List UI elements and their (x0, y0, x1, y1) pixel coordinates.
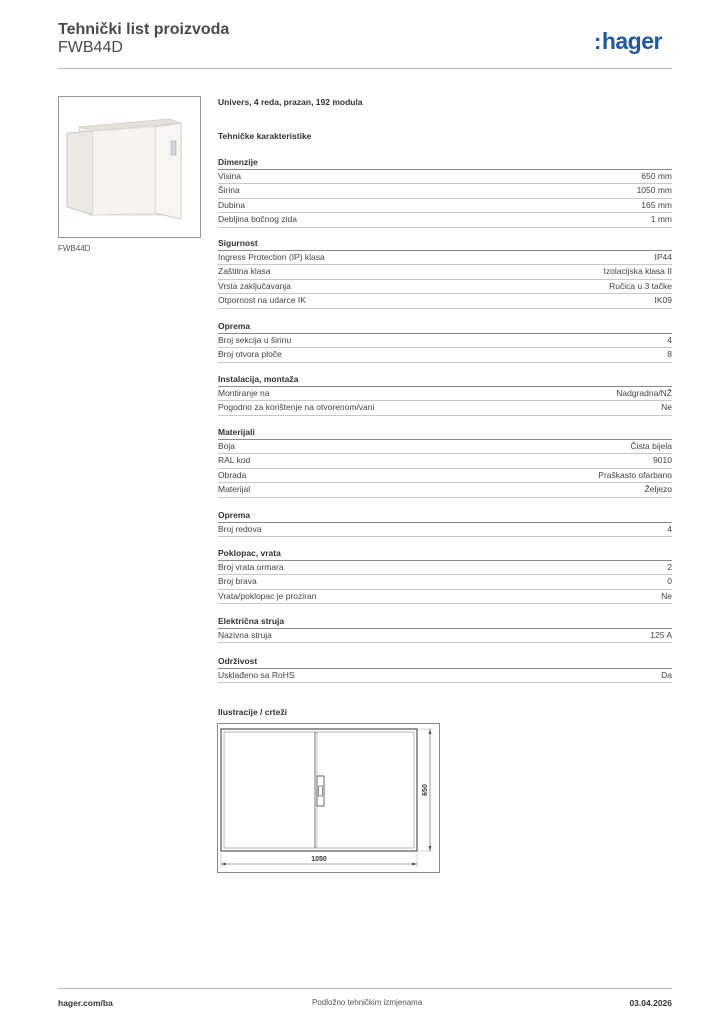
spec-row (218, 589, 672, 603)
spec-row (218, 212, 672, 226)
section-divider (218, 227, 672, 228)
spec-label: Nazivna struja (218, 630, 272, 640)
spec-value: 9010 (653, 455, 672, 466)
spec-label: Broj brava (218, 576, 257, 587)
section-divider (218, 536, 672, 537)
spec-row (218, 668, 672, 682)
spec-value: 4 (667, 335, 672, 345)
spec-row (218, 293, 672, 307)
section-divider (218, 603, 672, 604)
spec-value: IP44 (654, 252, 672, 262)
spec-value: 4 (667, 524, 672, 534)
spec-label: Pogodno za korištenje na otvorenom/vani (218, 402, 375, 413)
specifications-list (218, 0, 672, 700)
spec-label: Montiranje na (218, 388, 270, 398)
section-title: Poklopac, vrata (218, 548, 281, 558)
spec-value: Da (661, 670, 672, 680)
spec-label: Dubina (218, 199, 245, 210)
spec-value: Izolacijska klasa II (603, 266, 672, 277)
spec-label: Visina (218, 171, 241, 181)
footer-date: 03.04.2026 (629, 998, 672, 1008)
section-divider (218, 682, 672, 683)
section-divider (218, 415, 672, 416)
section-title: Sigurnost (218, 238, 258, 248)
section-title: Održivost (218, 656, 258, 666)
spec-value: Ne (661, 402, 672, 413)
spec-row (218, 468, 672, 482)
section-divider (218, 497, 672, 498)
section-title: Dimenzije (218, 157, 258, 167)
cabinet-photo-icon (59, 97, 200, 237)
spec-value: IK09 (654, 295, 672, 306)
spec-label: Broj sekcija u širinu (218, 335, 292, 345)
product-image (58, 96, 201, 238)
spec-label: Materijal (218, 484, 251, 495)
spec-row (218, 628, 672, 642)
cabinet-drawing-icon (218, 724, 439, 872)
section-title: Električna struja (218, 616, 285, 626)
spec-row (218, 574, 672, 588)
spec-label: Usklađeno sa RoHS (218, 670, 295, 680)
technical-drawing (217, 723, 440, 873)
spec-label: Broj vrata ormara (218, 562, 284, 572)
spec-value: 125 A (650, 630, 672, 640)
spec-value: 2 (667, 562, 672, 572)
spec-row (218, 400, 672, 414)
spec-value: Željezo (644, 484, 672, 495)
logo-text: hager (601, 28, 662, 54)
spec-label: Vrsta zaključavanja (218, 280, 291, 291)
spec-value: 1050 mm (636, 185, 672, 196)
image-caption: FWB44D (58, 244, 91, 253)
spec-row (218, 386, 672, 400)
hager-logo: :hager (594, 28, 662, 54)
spec-value: Ručica u 3 tačke (609, 280, 672, 291)
section-title: Oprema (218, 321, 251, 331)
footer-website: hager.com/ba (58, 998, 113, 1008)
section-divider (218, 642, 672, 643)
spec-row (218, 522, 672, 536)
section-title: Oprema (218, 510, 251, 520)
spec-row (218, 264, 672, 278)
spec-value: 650 mm (641, 171, 672, 181)
spec-label: Obrada (218, 469, 247, 480)
width-dimension-label: 1050 (311, 856, 327, 863)
spec-row (218, 347, 672, 361)
spec-row (218, 198, 672, 212)
spec-label: Zaštitna klasa (218, 266, 271, 277)
spec-value: 8 (667, 349, 672, 360)
spec-label: Širina (218, 185, 240, 196)
footer-note: Podložno tehničkim izmjenama (312, 998, 423, 1007)
product-code: FWB44D (58, 39, 123, 56)
height-dimension-label: 650 (422, 784, 429, 796)
document-title: Tehnički list proizvoda (58, 21, 230, 38)
spec-value: Nadgradna/NŽ (616, 388, 672, 398)
spec-label: Broj otvora ploče (218, 349, 282, 360)
spec-row (218, 279, 672, 293)
spec-value: Praškasto ofarbano (598, 469, 672, 480)
section-title: Instalacija, montaža (218, 374, 299, 384)
section-divider (218, 362, 672, 363)
spec-label: Ingress Protection (IP) klasa (218, 252, 325, 262)
footer-divider (58, 988, 672, 989)
illustration-title: Ilustracije / crteži (218, 707, 287, 717)
spec-row (218, 482, 672, 496)
spec-row (218, 560, 672, 574)
spec-row (218, 183, 672, 197)
spec-value: Čista bijela (630, 441, 672, 451)
spec-row (218, 169, 672, 183)
product-description: Univers, 4 reda, prazan, 192 modula (218, 97, 363, 107)
spec-label: Otpornost na udarce IK (218, 295, 306, 306)
spec-row (218, 333, 672, 347)
spec-value: 1 mm (650, 214, 672, 225)
section-divider (218, 308, 672, 309)
tech-characteristics-heading: Tehničke karakteristike (218, 131, 312, 141)
spec-value: Ne (661, 590, 672, 601)
spec-label: RAL kod (218, 455, 251, 466)
spec-label: Vrata/poklopac je proziran (218, 590, 317, 601)
spec-label: Broj redova (218, 524, 262, 534)
section-title: Materijali (218, 427, 255, 437)
spec-value: 0 (667, 576, 672, 587)
spec-row (218, 250, 672, 264)
spec-label: Boja (218, 441, 236, 451)
spec-row (218, 439, 672, 453)
spec-row (218, 453, 672, 467)
spec-value: 165 mm (641, 199, 672, 210)
spec-label: Debljina bočnog zida (218, 214, 297, 225)
